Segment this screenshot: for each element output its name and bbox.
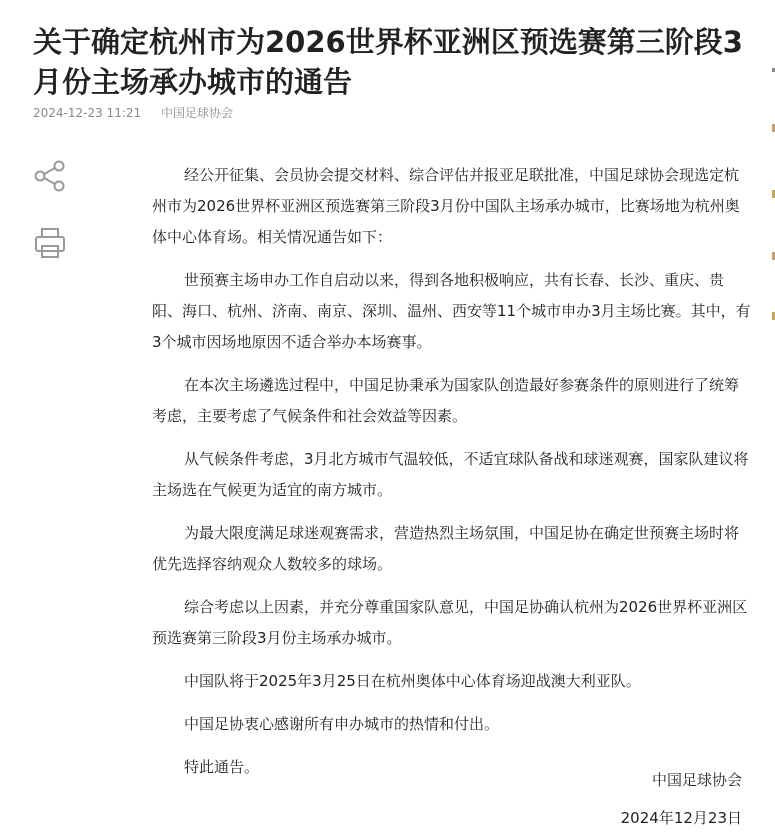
paragraph: 从气候条件考虑，3月北方城市气温较低，不适宜球队备战和球迷观赛，国家队建议将主场选在气候更为适宜的南方城市。 bbox=[152, 450, 749, 499]
article-meta bbox=[33, 104, 249, 122]
signature-date: 2024年12月23日 bbox=[620, 809, 742, 827]
paragraph: 综合考虑以上因素，并充分尊重国家队意见，中国足协确认杭州为2026世界杯亚洲区预选赛第三阶段3月份主场承办城市。 bbox=[152, 598, 748, 647]
article-title: 关于确定杭州市为2026世界杯亚洲区预选赛第三阶段3月份主场承办城市的通告 bbox=[33, 25, 743, 99]
paragraph: 在本次主场遴选过程中，中国足协秉承为国家队创造最好参赛条件的原则进行了统筹考虑，主要考虑了气候条件和社会效益等因素。 bbox=[152, 376, 740, 425]
paragraph: 为最大限度满足球迷观赛需求，营造热烈主场氛围，中国足协在确定世预赛主场时将优先选择容纳观众人数较多的球场。 bbox=[152, 524, 740, 573]
paragraph: 世预赛主场申办工作自启动以来，得到各地积极响应，共有长春、长沙、重庆、贵阳、海口、杭州、济南、南京、深圳、温州、西安等11个城市申办3月主场比赛。其中，有3个城市因场地原因不适合举办本场赛事。 bbox=[152, 271, 751, 351]
print-icon[interactable] bbox=[33, 226, 67, 260]
publish-date: 2024-12-23 11:21 bbox=[33, 106, 142, 120]
signature-org: 中国足球协会 bbox=[651, 771, 742, 789]
paragraph: 经公开征集、会员协会提交材料、综合评估并报亚足联批准，中国足球协会现选定杭州市为2026世界杯亚洲区预选赛第三阶段3月份中国队主场承办城市，比赛场地为杭州奥体中心体育场。相关情况通告如下： bbox=[152, 166, 740, 246]
share-icon[interactable] bbox=[33, 159, 67, 193]
article-body bbox=[152, 160, 752, 795]
paragraph: 特此通告。 bbox=[184, 758, 260, 776]
paragraph: 中国足协衷心感谢所有申办城市的热情和付出。 bbox=[184, 715, 500, 733]
article-source[interactable]: 中国足球协会 bbox=[160, 106, 233, 120]
paragraph: 中国队将于2025年3月25日在杭州奥体中心体育场迎战澳大利亚队。 bbox=[184, 672, 641, 690]
